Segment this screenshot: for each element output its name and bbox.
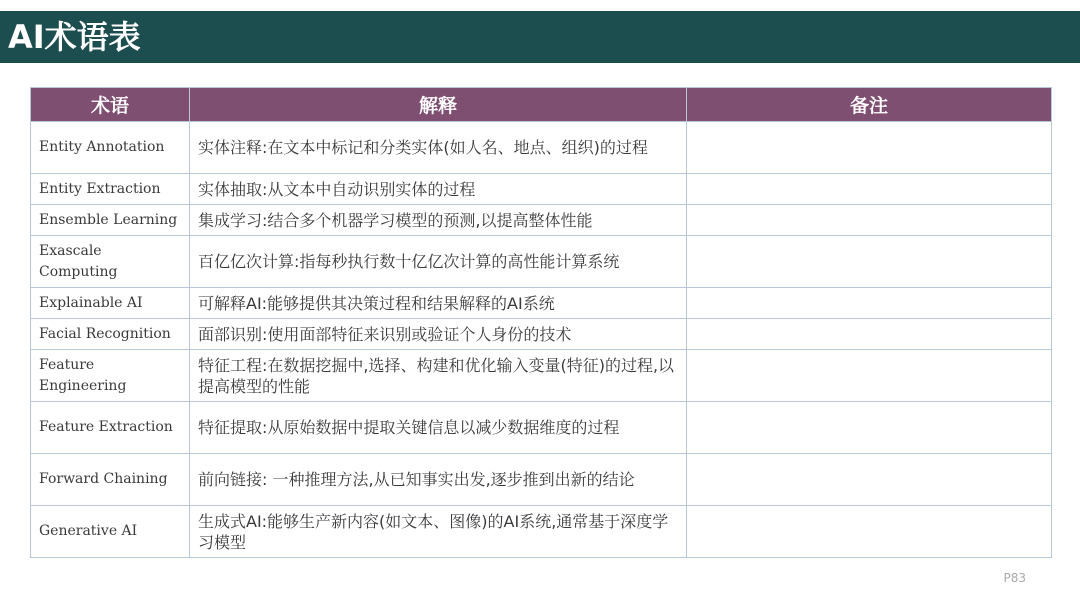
table-row [31,402,1052,454]
term-cell: Forward Chaining [31,454,190,506]
table-row [31,288,1052,319]
definition-cell: 集成学习:结合多个机器学习模型的预测,以提高整体性能 [190,205,687,236]
note-cell [687,506,1052,558]
table-row [31,236,1052,288]
note-cell [687,236,1052,288]
term-cell: Generative AI [31,506,190,558]
definition-cell: 生成式AI:能够生产新内容(如文本、图像)的AI系统,通常基于深度学习模型 [190,506,687,558]
term-cell: Entity Annotation [31,122,190,174]
term-cell: Feature Engineering [31,350,190,402]
term-cell: Feature Extraction [31,402,190,454]
term-cell: Exascale Computing [31,236,190,288]
note-cell [687,122,1052,174]
table-row [31,350,1052,402]
term-cell: Facial Recognition [31,319,190,350]
page-title: AI术语表 [8,18,141,56]
table-row [31,319,1052,350]
definition-cell: 百亿亿次计算:指每秒执行数十亿亿次计算的高性能计算系统 [190,236,687,288]
definition-cell: 实体抽取:从文本中自动识别实体的过程 [190,174,687,205]
page-number: P83 [1003,571,1026,585]
term-cell: Ensemble Learning [31,205,190,236]
note-cell [687,174,1052,205]
note-cell [687,288,1052,319]
note-cell [687,205,1052,236]
table-row [31,454,1052,506]
header-note: 备注 [687,88,1052,122]
table-row [31,122,1052,174]
note-cell [687,454,1052,506]
table-row [31,205,1052,236]
term-cell: Entity Extraction [31,174,190,205]
definition-cell: 特征工程:在数据挖掘中,选择、构建和优化输入变量(特征)的过程,以提高模型的性能 [190,350,687,402]
definition-cell: 前向链接: 一种推理方法,从已知事实出发,逐步推到出新的结论 [190,454,687,506]
header-term: 术语 [31,88,190,122]
note-cell [687,402,1052,454]
definition-cell: 可解释AI:能够提供其决策过程和结果解释的AI系统 [190,288,687,319]
table-header-row [31,88,1052,122]
title-bar [0,11,1080,63]
header-definition: 解释 [190,88,687,122]
table-row [31,506,1052,558]
glossary-table [30,87,1052,558]
note-cell [687,319,1052,350]
definition-cell: 特征提取:从原始数据中提取关键信息以减少数据维度的过程 [190,402,687,454]
note-cell [687,350,1052,402]
definition-cell: 面部识别:使用面部特征来识别或验证个人身份的技术 [190,319,687,350]
definition-cell: 实体注释:在文本中标记和分类实体(如人名、地点、组织)的过程 [190,122,687,174]
term-cell: Explainable AI [31,288,190,319]
table-row [31,174,1052,205]
